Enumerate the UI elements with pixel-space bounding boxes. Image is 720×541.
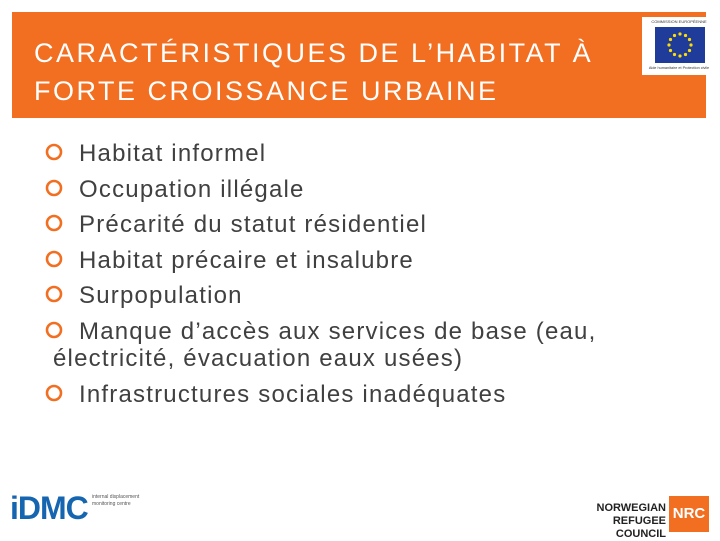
bullet-list (45, 140, 705, 416)
list-item (45, 381, 705, 408)
idmc-logo-wordmark: iDMC (10, 490, 88, 526)
ring-bullet-icon (45, 214, 63, 232)
bullet-text: Habitat informel (79, 140, 267, 167)
list-item (45, 282, 705, 309)
ring-bullet-icon (45, 250, 63, 268)
bullet-text: Occupation illégale (79, 175, 305, 203)
bullet-text: Infrastructures sociales inadéquates (79, 380, 507, 408)
nrc-line-1: NORWEGIAN (596, 502, 666, 514)
title-line-1: CARACTÉRISTIQUES DE L’HABITAT À (34, 38, 594, 68)
slide-title (34, 34, 614, 110)
list-item (45, 176, 705, 203)
list-item (45, 211, 705, 238)
list-item (45, 247, 705, 274)
ring-bullet-icon (45, 143, 63, 161)
ring-bullet-icon (45, 179, 63, 197)
nrc-line-2: REFUGEE COUNCIL (612, 515, 666, 540)
ring-bullet-icon (45, 285, 63, 303)
bullet-text-continuation: électricité, évacuation eaux usées) (53, 344, 464, 372)
list-item (45, 318, 705, 372)
eu-logo-top-text: COMMISSION EUROPÉENNE (651, 19, 707, 24)
bullet-text: Surpopulation (79, 282, 243, 310)
eu-flag-icon (655, 27, 705, 63)
eu-logo (642, 17, 716, 75)
eu-stars-icon (655, 27, 705, 63)
list-item (45, 140, 705, 167)
ring-bullet-icon (45, 384, 63, 402)
nrc-logo-text (560, 502, 666, 541)
nrc-logo-box: NRC (669, 496, 709, 532)
bullet-text: Précarité du statut résidentiel (79, 211, 428, 239)
idmc-logo-subtitle: internal displacement monitoring centre (92, 494, 140, 507)
ring-bullet-icon (45, 321, 63, 339)
eu-logo-bottom-text: Aide humanitaire et Protection civile (648, 66, 710, 70)
bullet-text: Habitat précaire et insalubre (79, 246, 414, 274)
title-banner (12, 12, 710, 118)
idmc-logo (10, 488, 150, 532)
nrc-logo (560, 496, 710, 540)
title-line-2: FORTE CROISSANCE URBAINE (34, 76, 499, 106)
bullet-text: Manque d’accès aux services de base (eau, (79, 317, 597, 345)
